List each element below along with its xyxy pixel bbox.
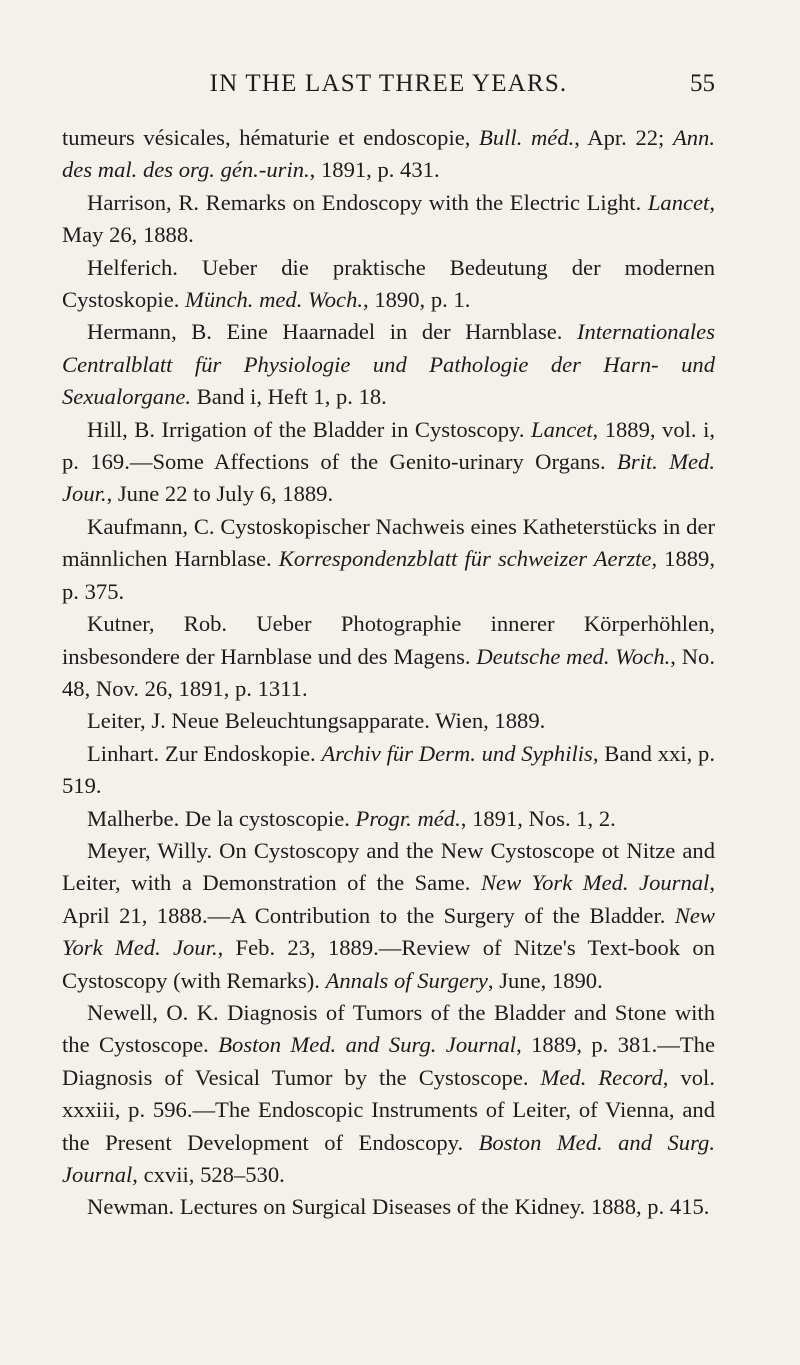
journal-title: New York Med. Journal bbox=[480, 870, 710, 896]
bibliography-entry bbox=[62, 997, 715, 1191]
bibliography-entry bbox=[62, 252, 715, 317]
entry-text: , April 21, 1888.—A Contribution to the Surgery of the Bladder. bbox=[62, 870, 715, 928]
journal-title: Boston Med. and Surg. Journal bbox=[62, 1129, 715, 1187]
entry-text: , Apr. 22; bbox=[574, 125, 673, 150]
journal-title: Ann. des mal. des org. gén.-urin. bbox=[62, 125, 715, 183]
page-number: 55 bbox=[690, 70, 715, 97]
entry-text: , 1891, Nos. 1, 2. bbox=[460, 805, 616, 831]
journal-title: New York Med. Jour. bbox=[62, 902, 715, 961]
bibliography-entry bbox=[62, 1191, 715, 1223]
journal-title: Bull. méd. bbox=[479, 125, 575, 150]
bibliography-entry bbox=[62, 511, 715, 608]
bibliography-entry bbox=[62, 738, 715, 803]
journal-title: Lancet bbox=[647, 189, 710, 215]
entry-text: Band i, Heft 1, p. 18. bbox=[191, 384, 387, 410]
journal-title: Deutsche med. Woch. bbox=[476, 643, 671, 669]
entry-text: , 1889, vol. i, p. 169.—Some Affections of the Genito-urinary Organs. bbox=[62, 416, 715, 475]
entry-text: Kaufmann, C. Cystoskopischer Nachweis eines Katheterstücks in der männlichen Harnblase. bbox=[62, 513, 715, 572]
entry-text: Hill, B. Irrigation of the Bladder in Cystoscopy. bbox=[87, 416, 532, 442]
bibliography-entry bbox=[62, 705, 715, 737]
entry-text: Newman. Lectures on Surgical Diseases of the Kidney. 1888, p. 415. bbox=[87, 1194, 710, 1220]
entry-text: Newell, O. K. Diagnosis of Tumors of the Bladder and Stone with the Cystoscope. bbox=[62, 999, 715, 1058]
entry-text: , June, 1890. bbox=[487, 967, 603, 993]
journal-title: Münch. med. Woch. bbox=[185, 287, 364, 313]
entry-text: , 1889, p. 381.—The Diagnosis of Vesical Tumor by the Cystoscope. bbox=[62, 1032, 715, 1090]
bibliography-entry bbox=[62, 835, 715, 997]
journal-title: Internationales Centralblatt für Physiologie und Pathologie der Harn- und Sexualorgane. bbox=[62, 319, 715, 410]
entry-text: Helferich. Ueber die praktische Bedeutung der modernen Cystoskopie. bbox=[62, 254, 715, 313]
bibliography-entry bbox=[62, 187, 715, 252]
entry-text: Kutner, Rob. Ueber Photographie innerer Körperhöhlen, insbesondere der Harnblase und des Magens. bbox=[62, 611, 715, 669]
bibliography-entry bbox=[62, 122, 715, 187]
journal-title: Archiv für Derm. und Syphilis bbox=[321, 740, 593, 766]
entry-text: Hermann, B. Eine Haarnadel in der Harnblase. bbox=[87, 319, 577, 345]
running-head: IN THE LAST THREE YEARS. bbox=[209, 70, 568, 97]
bibliography-entry bbox=[62, 803, 715, 835]
entry-text: , May 26, 1888. bbox=[62, 189, 715, 248]
entry-text: Leiter, J. Neue Beleuchtungsapparate. Wien, 1889. bbox=[87, 708, 546, 734]
journal-title: Lancet bbox=[531, 416, 593, 442]
entry-text: , vol. xxxiii, p. 596.—The Endoscopic Instruments of Leiter, of Vienna, and the Present Development of Endoscopy. bbox=[62, 1064, 715, 1155]
entry-text: , 1890, p. 1. bbox=[363, 287, 471, 313]
bibliography-entry bbox=[62, 608, 715, 705]
entry-text: Linhart. Zur Endoskopie. bbox=[87, 740, 322, 766]
entry-text: , 1891, p. 431. bbox=[309, 157, 440, 183]
entry-text: Malherbe. De la cystoscopie. bbox=[87, 805, 356, 831]
entry-text: , Feb. 23, 1889.—Review of Nitze's Text-book on Cystoscopy (with Remarks). bbox=[62, 935, 715, 993]
entry-text: Meyer, Willy. On Cystoscopy and the New Cystoscope ot Nitze and Leiter, with a Demonstration of the Same. bbox=[62, 837, 715, 896]
bibliography-entry bbox=[62, 316, 715, 413]
bibliography-list bbox=[62, 122, 715, 1224]
journal-title: Med. Record bbox=[540, 1064, 663, 1090]
entry-text: , No. 48, Nov. 26, 1891, p. 1311. bbox=[62, 643, 715, 701]
entry-text: , Band xxi, p. 519. bbox=[62, 740, 715, 799]
page-header bbox=[62, 70, 715, 106]
journal-title: Annals of Surgery bbox=[325, 967, 488, 993]
entry-text: , 1889, p. 375. bbox=[62, 546, 715, 604]
entry-text: , cxvii, 528–530. bbox=[132, 1162, 285, 1187]
entry-text: , June 22 to July 6, 1889. bbox=[106, 481, 334, 507]
entry-text: tumeurs vésicales, hématurie et endoscopie, bbox=[62, 125, 480, 150]
journal-title: Brit. Med. Jour. bbox=[62, 449, 715, 507]
bibliography-entry bbox=[62, 414, 715, 511]
journal-title: Boston Med. and Surg. Journal bbox=[218, 1032, 517, 1058]
entry-text: Harrison, R. Remarks on Endoscopy with the Electric Light. bbox=[87, 189, 648, 215]
journal-title: Korrespondenzblatt für schweizer Aerzte bbox=[278, 546, 652, 572]
journal-title: Progr. méd. bbox=[355, 805, 461, 831]
